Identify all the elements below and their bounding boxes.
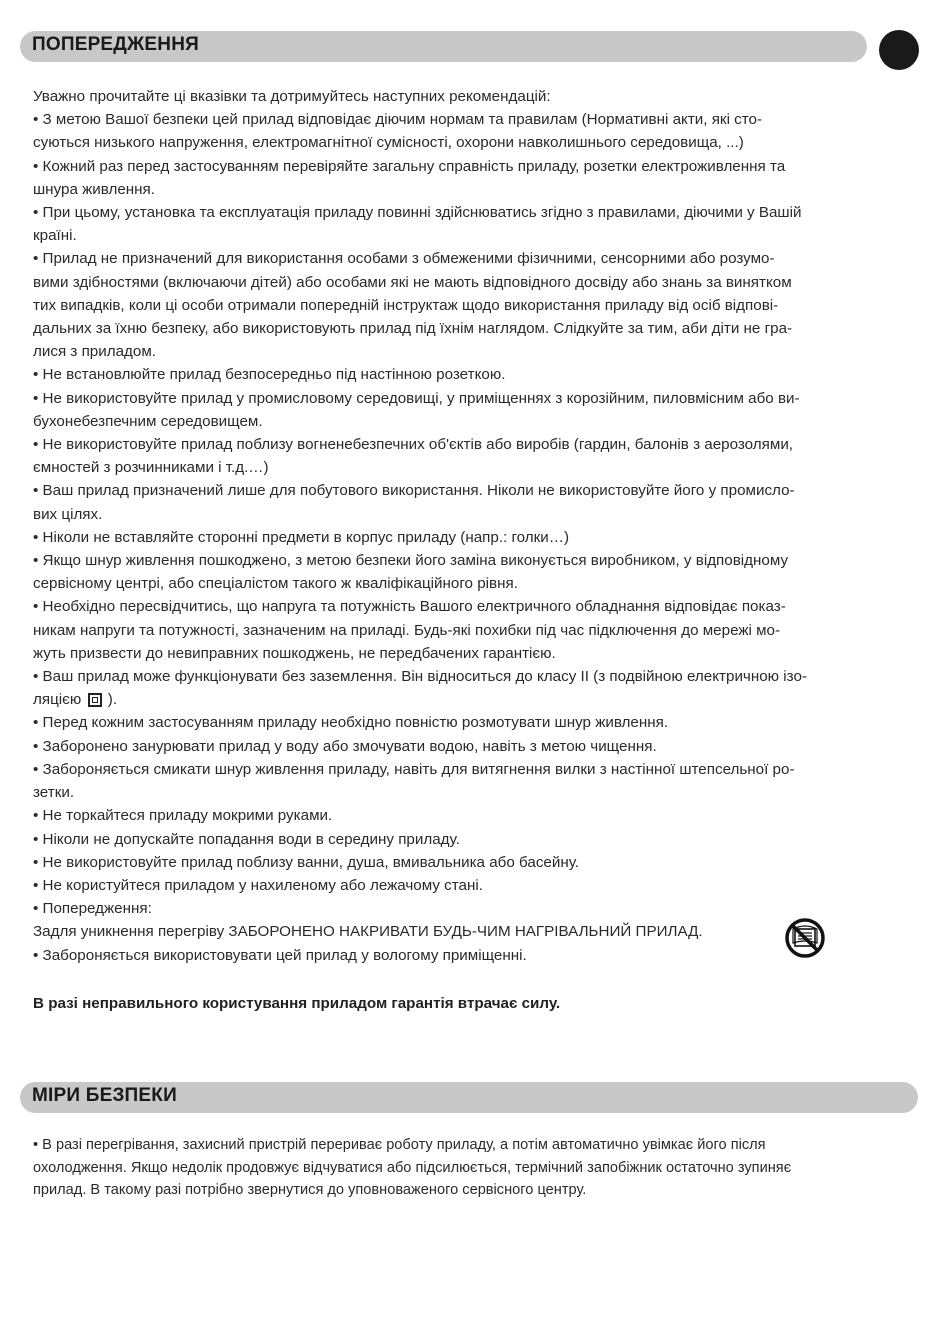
- body-line: • Заборонено занурювати прилад у воду або змочувати водою, навіть з метою чищення.: [33, 737, 657, 755]
- body-line: • Забороняється використовувати цей прилад у вологому приміщенні.: [33, 946, 527, 964]
- body-line: шнура живлення.: [33, 180, 155, 198]
- body-line: • При цьому, установка та експлуатація приладу повинні здійснюватись згідно з правилами, діючими у Вашій: [33, 204, 802, 222]
- body-line: • Необхідно пересвідчитись, що напруга та потужність Вашого електричного обладнання відповідає показ-: [33, 598, 786, 616]
- body-line: • Кожний раз перед застосуванням перевіряйте загальну справність приладу, розетки електроживлення та: [33, 157, 786, 175]
- do-not-cover-icon: [784, 917, 826, 959]
- body-line: дальних за їхню безпеку, або використовують прилад під їхнім наглядом. Слідкуйте за тим, аби діти не гра-: [33, 320, 793, 338]
- body-line: охолодження. Якщо недолік продовжує відчуватися або підсилюється, термічний запобіжник остаточно зупиняє: [33, 1159, 792, 1176]
- body-line: • Ніколи не вставляйте сторонні предмети в корпус приладу (напр.: голки…): [33, 528, 570, 546]
- body-line: • Ніколи не допускайте попадання води в середину приладу.: [33, 830, 460, 848]
- class2-text-after: ).: [107, 691, 118, 709]
- body-line: • Не встановлюйте прилад безпосередньо під настінною розеткою.: [33, 366, 506, 384]
- body-line: сервісному центрі, або спеціалістом такого ж кваліфікаційного рівня.: [33, 575, 518, 593]
- body-line: • Ваш прилад призначений лише для побутового використання. Ніколи не використовуйте його у промисло-: [33, 482, 795, 500]
- body-line: прилад. В такому разі потрібно звернутися до уповноваженого сервісного центру.: [33, 1182, 587, 1198]
- body-line: никам напруги та потужності, зазначеним на приладі. Будь-які похибки під час підключення до мережі мо-: [33, 621, 781, 639]
- body-line: країні.: [33, 227, 77, 245]
- body-line: вими здібностями (включаючи дітей) або особами які не мають відповідного досвіду або знань за винятком: [33, 273, 792, 291]
- section-title-safety: МІРИ БЕЗПЕКИ: [32, 1085, 177, 1106]
- body-line: вих цілях.: [33, 505, 103, 523]
- body-line: • Не торкайтеся приладу мокрими руками.: [33, 807, 333, 825]
- body-line: • Ваш прилад може функціонувати без заземлення. Він відноситься до класу II (з подвійною електричною ізо-: [33, 668, 807, 686]
- class2-text-before: ляцією: [33, 691, 82, 709]
- safety-body: [33, 1134, 918, 1202]
- body-line: Уважно прочитайте ці вказівки та дотримуйтесь наступних рекомендацій:: [33, 88, 551, 105]
- body-line: • Попередження:: [33, 900, 152, 918]
- section-title-warnings: ПОПЕРЕДЖЕННЯ: [32, 34, 199, 55]
- double-insulation-icon: [88, 693, 102, 707]
- body-line: жуть призвести до невиправних пошкоджень, не передбачених гарантією.: [33, 644, 556, 662]
- body-line: бухонебезпечним середовищем.: [33, 412, 263, 430]
- body-line-class2: [33, 688, 918, 711]
- body-line: зетки.: [33, 784, 75, 802]
- body-line: • Прилад не призначений для використання особами з обмеженими фізичними, сенсорними або розумо-: [33, 250, 775, 268]
- body-line: • Якщо шнур живлення пошкоджено, з метою безпеки його заміна виконується виробником, у відповідному: [33, 552, 789, 570]
- warnings-body: [33, 85, 918, 967]
- body-line: • З метою Вашої безпеки цей прилад відповідає діючим нормам та правилам (Нормативні акти, які сто-: [33, 111, 763, 129]
- body-line: ємностей з розчинниками і т.д.…): [33, 459, 269, 477]
- body-line: • Не користуйтеся приладом у нахиленому або лежачому стані.: [33, 876, 483, 894]
- body-line: • Перед кожним застосуванням приладу необхідно повністю розмотувати шнур живлення.: [33, 714, 669, 732]
- body-line: • Не використовуйте прилад поблизу вогненебезпечних об'єктів або виробів (гардин, балонів з аерозолями,: [33, 436, 794, 454]
- section-header-safety: [20, 1082, 918, 1113]
- body-line: тих випадків, коли ці особи отримали попередній інструктаж щодо використання приладу від осіб відпові-: [33, 296, 779, 314]
- body-line: суються низького напруження, електромагнітної сумісності, охорони навколишнього середовища, ...): [33, 134, 744, 152]
- warranty-note: В разі неправильного користування приладом гарантія втрачає силу.: [33, 995, 561, 1012]
- body-line: Задля уникнення перегріву ЗАБОРОНЕНО НАКРИВАТИ БУДЬ-ЧИМ НАГРІВАЛЬНИЙ ПРИЛАД.: [33, 923, 703, 941]
- body-line: • Забороняється смикати шнур живлення приладу, навіть для витягнення вилки з настінної штепсельної ро-: [33, 760, 795, 778]
- language-marker-icon: [879, 30, 919, 70]
- section-header-warnings: [20, 31, 867, 62]
- body-line: • В разі перегрівання, захисний пристрій перериває роботу приладу, а потім автоматично увімкає його після: [33, 1137, 766, 1153]
- body-line: • Не використовуйте прилад поблизу ванни, душа, вмивальника або басейну.: [33, 853, 580, 871]
- body-line: • Не використовуйте прилад у промисловому середовищі, у приміщеннях з корозійним, пиловмісним або ви-: [33, 389, 800, 407]
- body-line: лися з приладом.: [33, 343, 156, 361]
